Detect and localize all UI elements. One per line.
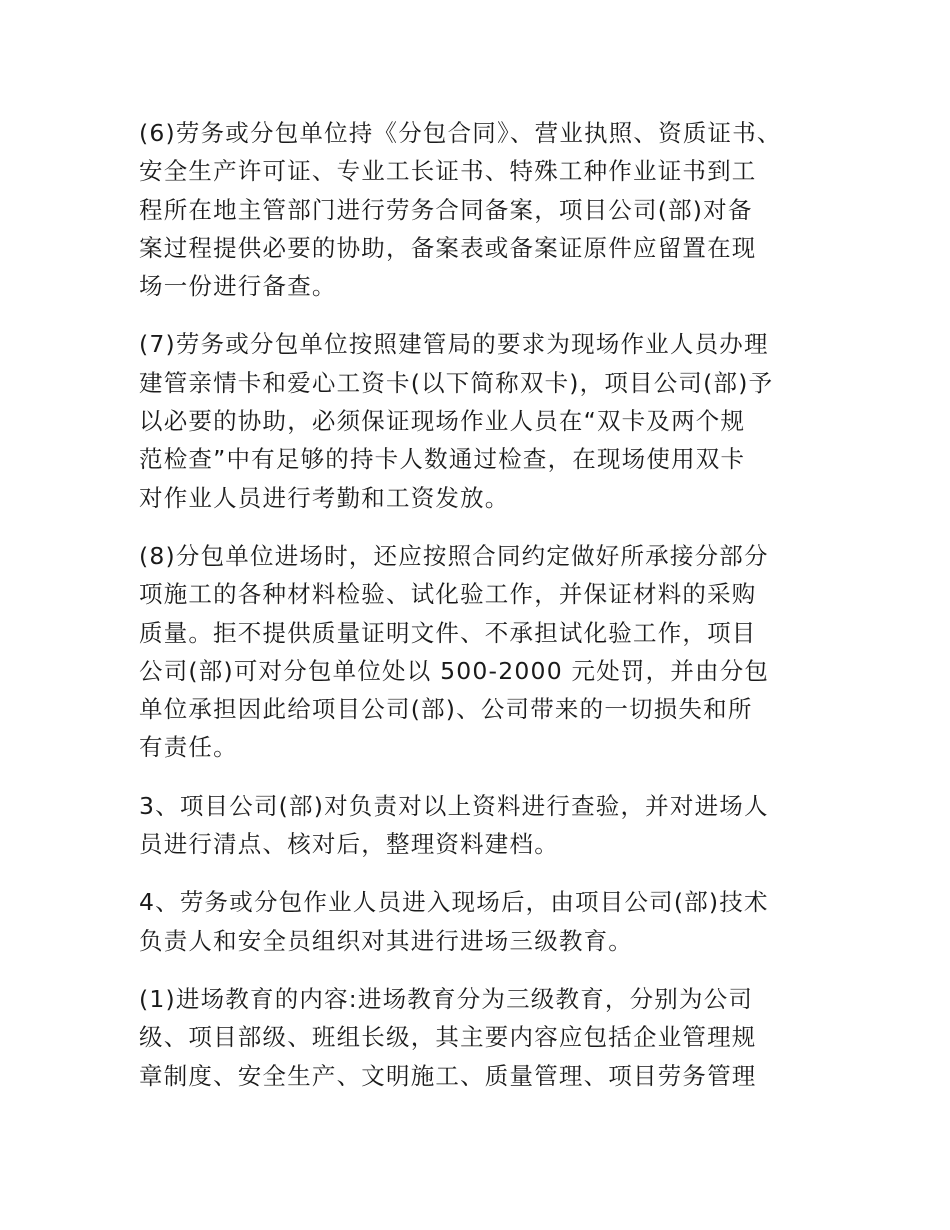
text-line: 项施工的各种材料检验、试化验工作，并保证材料的采购 <box>139 580 757 609</box>
text-line: 负责人和安全员组织对其进行进场三级教育。 <box>139 926 633 955</box>
text-line: 3、项目公司(部)对负责对以上资料进行查验，并对进场人 <box>139 791 769 820</box>
text-line: 安全生产许可证、专业工长证书、特殊工种作业证书到工 <box>139 157 757 186</box>
text-line: (1)进场教育的内容:进场教育分为三级教育，分别为公司 <box>139 984 754 1013</box>
paragraph-item-6 <box>139 114 819 305</box>
text-line: 4、劳务或分包作业人员进入现场后，由项目公司(部)技术 <box>139 888 769 917</box>
text-line: 员进行清点、核对后，整理资料建档。 <box>139 830 559 859</box>
paragraph-section-3 <box>139 787 819 864</box>
paragraph-item-8 <box>139 537 819 767</box>
text-line: 场一份进行备查。 <box>139 272 337 301</box>
text-line: 单位承担因此给项目公司(部)、公司带来的一切损失和所 <box>139 695 753 724</box>
text-line: 有责任。 <box>139 733 238 762</box>
text-line: 公司(部)可对分包单位处以 500-2000 元处罚，并由分包 <box>139 656 770 685</box>
text-line: 级、项目部级、班组长级，其主要内容应包括企业管理规 <box>139 1023 757 1052</box>
text-line: 对作业人员进行考勤和工资发放。 <box>139 483 510 512</box>
document-body <box>139 114 819 1115</box>
text-line: (8)分包单位进场时，还应按照合同约定做好所承接分部分 <box>139 541 769 570</box>
paragraph-section-4 <box>139 883 819 960</box>
text-line: 以必要的协助，必须保证现场作业人员在“双卡及两个规 <box>139 407 746 436</box>
text-line: (6)劳务或分包单位持《分包合同》、营业执照、资质证书、 <box>139 119 782 147</box>
text-line: 质量。拒不提供质量证明文件、不承担试化验工作，项目 <box>139 618 757 647</box>
text-line: 范检查”中有足够的持卡人数通过检查，在现场使用双卡 <box>139 445 746 474</box>
paragraph-item-7 <box>139 325 819 516</box>
text-line: 程所在地主管部门进行劳务合同备案，项目公司(部)对备 <box>139 195 753 224</box>
text-line: 案过程提供必要的协助，备案表或备案证原件应留置在现 <box>139 233 757 262</box>
text-line: 章制度、安全生产、文明施工、质量管理、项目劳务管理 <box>139 1061 757 1090</box>
paragraph-item-1 <box>139 980 819 1095</box>
text-line: 建管亲情卡和爱心工资卡(以下简称双卡)，项目公司(部)予 <box>139 368 774 397</box>
text-line: (7)劳务或分包单位按照建管局的要求为现场作业人员办理 <box>139 330 769 359</box>
